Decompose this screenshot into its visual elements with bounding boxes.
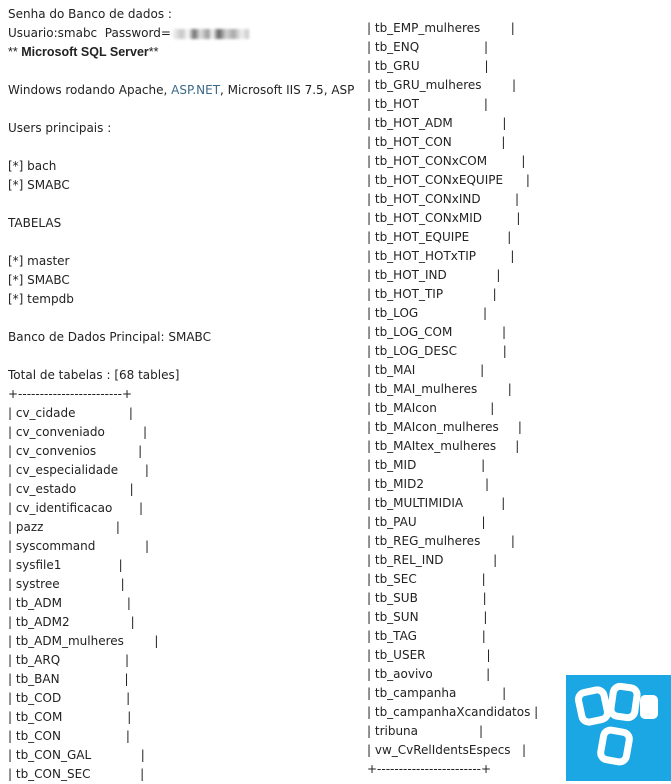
table-row: | tb_ADM_mulheres | — [8, 634, 159, 648]
table-row: | tb_GRU_mulheres | — [367, 78, 517, 92]
table-row: | pazz | — [8, 520, 120, 534]
table-row: | tb_HOT | — [367, 97, 488, 111]
table-row: | cv_identificacao | — [8, 501, 144, 515]
server-suffix: ** — [148, 45, 159, 59]
squares-logo-icon — [566, 675, 671, 781]
table-border-top: +------------------------+ — [8, 387, 133, 401]
table-row: | tb_ENQ | — [367, 40, 489, 54]
table-row: | tb_aovivo | — [367, 667, 491, 681]
credentials-line — [8, 25, 249, 41]
table-row: | tb_ADM | — [8, 596, 131, 610]
table-row: | tb_HOT_CONxIND | — [367, 192, 520, 206]
table-row: | tb_REL_IND | — [367, 553, 498, 567]
table-row: | tb_HOT_IND | — [367, 268, 501, 282]
table-row: | tb_campanhaXcandidatos | — [367, 705, 539, 719]
main-database: Banco de Dados Principal: SMABC — [8, 330, 211, 344]
server-name: Microsoft SQL Server — [21, 45, 149, 59]
table-row: | tb_HOT_EQUIPE | — [367, 230, 512, 244]
database-item: [*] master — [8, 254, 70, 268]
users-heading: Users principais : — [8, 121, 112, 135]
table-row: | tb_COM | — [8, 710, 132, 724]
table-row: | tb_MAI_mulheres | — [367, 382, 512, 396]
table-row: | tb_LOG_COM | — [367, 325, 506, 339]
aspnet-link[interactable]: ASP.NET — [171, 83, 221, 97]
user-item: [*] SMABC — [8, 178, 70, 192]
table-row: | cv_convenios | — [8, 444, 143, 458]
table-row: | tb_SUN | — [367, 610, 488, 624]
table-row: | systree | — [8, 577, 125, 591]
table-row: | cv_especialidade | — [8, 463, 149, 477]
table-row: | tb_PAU | — [367, 515, 486, 529]
table-row: | tb_EMP_mulheres | — [367, 21, 515, 35]
table-row: | tb_CON | — [8, 729, 130, 743]
table-row: | tb_USER | — [367, 648, 491, 662]
table-row: | tb_HOT_CON | — [367, 135, 506, 149]
user-item: [*] bach — [8, 159, 57, 173]
table-row: | tb_HOT_HOTxTIP | — [367, 249, 515, 263]
table-row: | tb_CON_SEC | — [8, 767, 145, 781]
table-row: | tb_ARQ | — [8, 653, 130, 667]
table-row: | tb_MAItex_mulheres | — [367, 439, 520, 453]
table-row: | tb_COD | — [8, 691, 131, 705]
table-row: | tb_HOT_CONxEQUIPE | — [367, 173, 530, 187]
table-row: | cv_cidade | — [8, 406, 133, 420]
table-row: | tb_MID2 | — [367, 477, 490, 491]
env-suffix: , Microsoft IIS 7.5, ASP — [220, 83, 355, 97]
table-row: | tb_HOT_CONxMID | — [367, 211, 521, 225]
table-row: | sysfile1 | — [8, 558, 123, 572]
environment-line — [8, 82, 354, 98]
table-row: | tribuna | — [367, 724, 484, 738]
logo-graphic — [566, 675, 671, 781]
database-item: [*] tempdb — [8, 292, 74, 306]
table-row: | syscommand | — [8, 539, 149, 553]
table-row: | tb_TAG | — [367, 629, 486, 643]
table-row: | tb_MID | — [367, 458, 486, 472]
total-tables: Total de tabelas : [68 tables] — [8, 368, 180, 382]
server-line — [8, 44, 159, 60]
database-item: [*] SMABC — [8, 273, 70, 287]
env-prefix: Windows rodando Apache, — [8, 83, 172, 97]
table-row: | tb_BAN | — [8, 672, 129, 686]
databases-heading: TABELAS — [8, 216, 62, 230]
table-row: | tb_LOG | — [367, 306, 488, 320]
table-row: | cv_conveniado | — [8, 425, 148, 439]
db-password-title: Senha do Banco de dados : — [8, 7, 172, 21]
table-row: | tb_SUB | — [367, 591, 487, 605]
table-row: | tb_ADM2 | — [8, 615, 135, 629]
redacted-password — [173, 29, 249, 39]
table-row: | tb_HOT_CONxCOM | — [367, 154, 526, 168]
table-row: | tb_CON_GAL | — [8, 748, 145, 762]
table-row: | tb_MAIcon_mulheres | — [367, 420, 522, 434]
table-row: | tb_HOT_TIP | — [367, 287, 497, 301]
table-row: | tb_MAI | — [367, 363, 485, 377]
table-row: | tb_HOT_ADM | — [367, 116, 507, 130]
server-prefix: ** — [8, 45, 22, 59]
table-row: | tb_MULTIMIDIA | — [367, 496, 506, 510]
table-row: +------------------------+ — [367, 762, 492, 776]
table-row: | tb_SEC | — [367, 572, 486, 586]
table-row: | vw_CvRelIdentsEspecs | — [367, 743, 527, 757]
table-row: | tb_REG_mulheres | — [367, 534, 515, 548]
table-row: | tb_GRU | — [367, 59, 489, 73]
user-password-label: Usuario:smabc Password= — [8, 26, 171, 40]
table-row: | tb_campanha | — [367, 686, 507, 700]
table-row: | tb_LOG_DESC | — [367, 344, 507, 358]
table-row: | cv_estado | — [8, 482, 134, 496]
table-row: | tb_MAIcon | — [367, 401, 495, 415]
